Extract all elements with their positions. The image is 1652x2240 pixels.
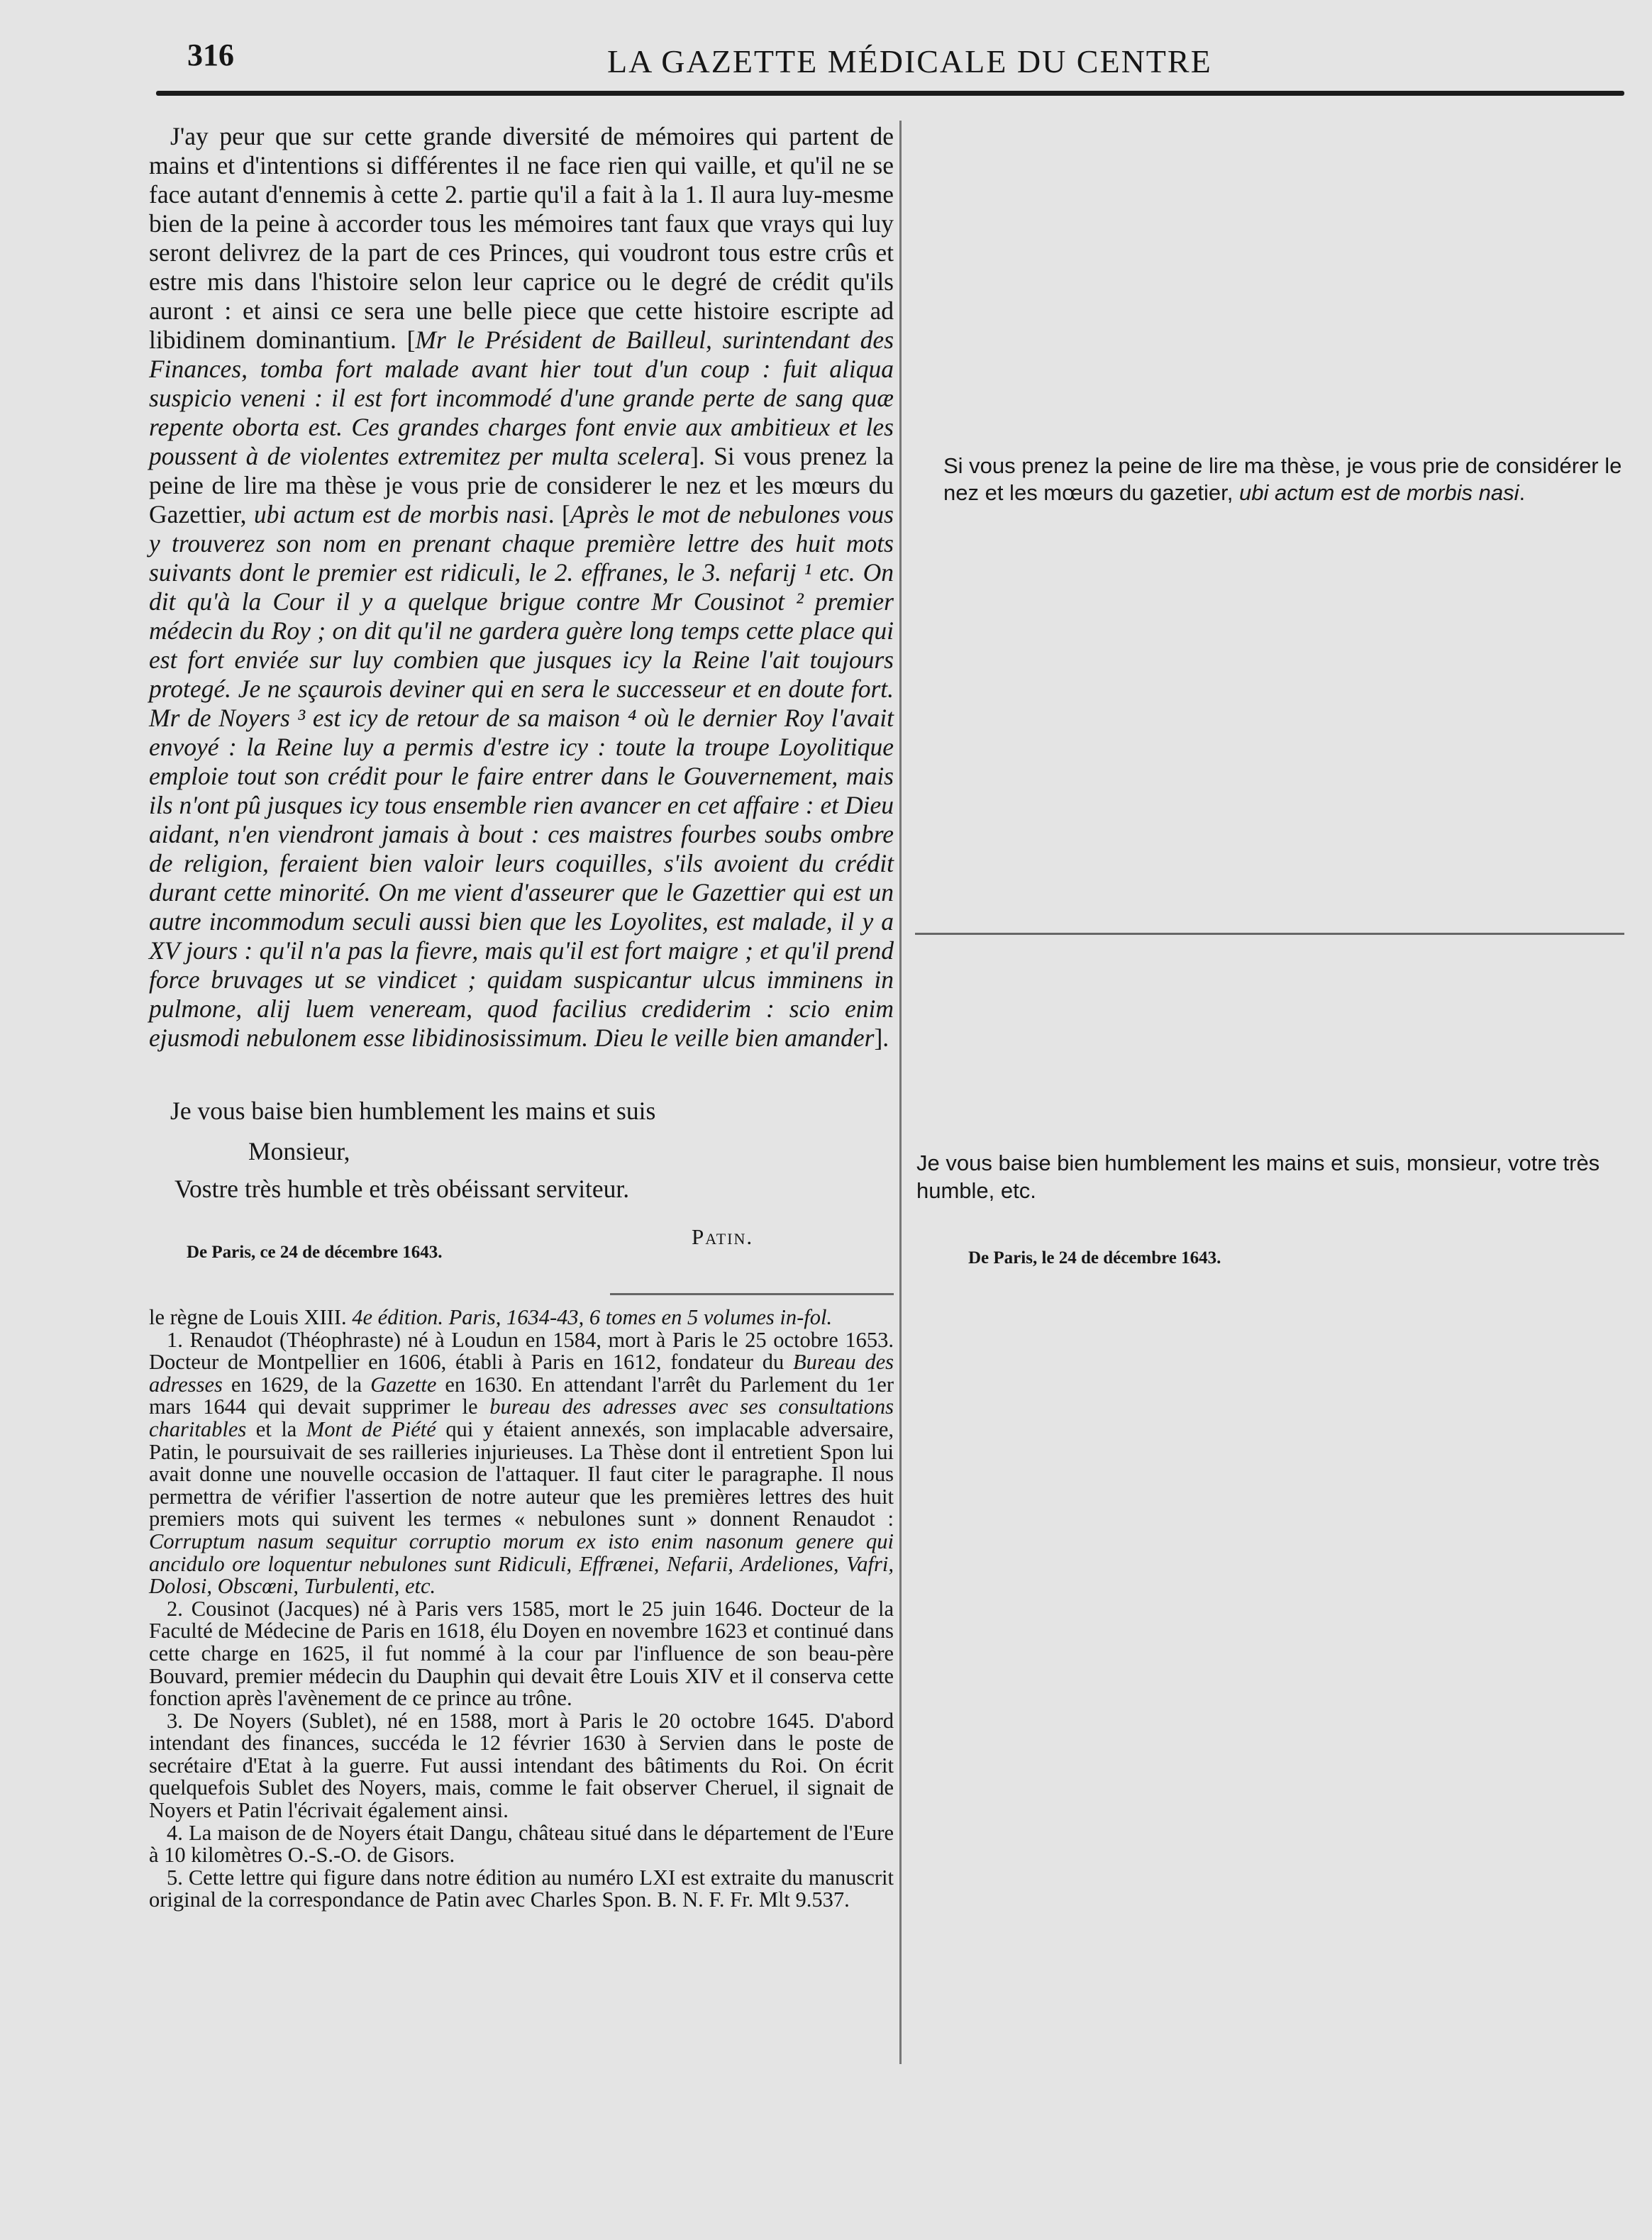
footnote-text: le règne de Louis XIII. xyxy=(149,1305,353,1329)
letter-italic-text: Mr le Président de Bailleul, surintendant des Finances, tomba fort malade avant hier tout d'un coup : fuit aliqua suspicio veneni : il est fort incommodé d'une grande perte de sang quæ repente oborta est. Ces grandes charges font envie aux ambitieux et les poussent à de violentes extremitez per multa scelera xyxy=(149,326,894,470)
footnote-italic: Bureau des adresses xyxy=(149,1350,894,1397)
letter-text: ]. Si vous prenez la peine de lire ma thèse je vous prie de considerer le nez et les mœurs du Gazettier, xyxy=(149,442,894,528)
footnote-2: 2. Cousinot (Jacques) né à Paris vers 1585, mort le 25 juin 1646. Docteur de la Faculté de Médecine de Paris en 1618, élu Doyen en novembre 1623 et continué dans cette charge en 1625, il fut nommé à la cour par l'influence de son beau-père Bouvard, premier médecin du Dauphin qui devait être Louis XIV et il conserva cette fonction après l'avènement de ce prince au trône. xyxy=(149,1596,894,1711)
footnote-text: et la xyxy=(246,1416,306,1441)
translation-italic: ubi actum est de morbis nasi xyxy=(1238,480,1519,505)
footnote-italic: Mont de Piété xyxy=(306,1416,436,1441)
letter-signature: Patin. xyxy=(692,1224,754,1249)
footnote-italic: bureau des adresses avec ses consultations charitables xyxy=(149,1395,894,1441)
letter-footnote-rule xyxy=(610,1293,894,1295)
letter-valediction: Vostre très humble et très obéissant serviteur. xyxy=(174,1175,630,1203)
letter-salutation: Monsieur, xyxy=(248,1137,350,1165)
footnote-4: 4. La maison de de Noyers était Dangu, château situé dans le département de l'Eure à 10 kilomètres O.-S.-O. de Gisors. xyxy=(149,1820,894,1868)
right-block-rule xyxy=(915,933,1624,935)
footnote-italic: Corruptum nasum sequitur corruptio morum ex isto enim nasonum genere qui ancidulo ore loquentur nebulones sunt Ridiculi, Effrænei, Nefarii, Ardeliones, Vafri, Dolosi, Obscœni, Turbulenti, etc. xyxy=(149,1529,894,1599)
letter-text: ]. xyxy=(874,1024,889,1052)
translation-text: . xyxy=(1519,480,1526,505)
footnote-continuation xyxy=(149,1307,894,1329)
letter-text: J'ay peur que sur cette grande diversité de mémoires qui partent de mains et d'intentions si différentes il ne face rien qui vaille, et qu'il ne se face autant d'ennemis à cette 2. partie qu'il a fait à la 1. Il aura luy-mesme bien de la peine à accorder tous les mémoires tant faux que vrays qui luy seront delivrez de la part de ces Princes, qui voudront tous estre crûs et estre mis dans l'histoire selon leur caprice ou le degré de crédit qu'ils auront : et ainsi ce sera une belle piece que cette histoire escripte ad libidinem dominantium. [ xyxy=(149,122,894,354)
letter-closing: Je vous baise bien humblement les mains et suis xyxy=(170,1097,656,1125)
letter-text: . [ xyxy=(548,500,570,528)
translation-dateline: De Paris, le 24 de décembre 1643. xyxy=(968,1248,1221,1268)
footnote-text: qui y étaient annexés, son implacable adversaire, Patin, le poursuivait de ses railleries injurieuses. La Thèse dont il entretient Spon lui avait donne une nouvelle occasion de l'attaquer. Il faut citer le paragraphe. Il nous permettra de vérifier l'assertion de notre auteur que les premières lettres des huit premiers mots qui suivent les termes « nebulones sunt » donnent Renaudot : xyxy=(149,1416,894,1531)
translation-closing: Je vous baise bien humblement les mains et suis, monsieur, votre très humble, etc. xyxy=(916,1151,1600,1203)
letter-paragraph xyxy=(149,122,894,1053)
footnote-text: en 1629, de la xyxy=(222,1372,371,1397)
footnote-text: en 1630. En attendant l'arrêt du Parlement du 1er mars 1644 qui devait supprimer le xyxy=(149,1372,894,1419)
running-title: LA GAZETTE MÉDICALE DU CENTRE xyxy=(607,43,1212,79)
footnote-text: 1. Renaudot (Théophraste) né à Loudun en 1584, mort à Paris le 25 octobre 1653. Docteur de Montpellier en 1606, établi à Paris en 1612, fondateur du xyxy=(149,1327,894,1375)
footnote-1 xyxy=(149,1329,894,1598)
letter-dateline: De Paris, ce 24 de décembre 1643. xyxy=(187,1243,443,1262)
letter-italic-text: Après le mot de nebulones vous y trouverez son nom en prenant chaque première lettre des huit mots suivants dont le premier est ridiculi, le 2. effranes, le 3. nefarij ¹ etc. On dit qu'à la Cour il y a quelque brigue contre Mr Cousinot ² premier médecin du Roy ; on dit qu'il ne gardera guère long temps cette place qui est fort enviée sur luy combien que jusques icy la Reine l'ait toujours protegé. Je ne sçaurois deviner qui en sera le successeur et en doute fort. Mr de Noyers ³ est icy de retour de sa maison ⁴ où le dernier Roy l'avait envoyé : la Reine luy a permis d'estre icy : toute la troupe Loyolitique emploie tout son crédit pour le faire entrer dans le Gouvernement, mais ils n'ont pû jusques icy tous ensemble rien avancer en cet affaire : et Dieu aidant, n'en viendront jamais à bout : ces maistres fourbes soubs ombre de religion, feraient bien valoir leurs coquilles, s'ils avoient du crédit durant cette minorité. On me vient d'asseurer que le Gazettier qui est un autre incommodum seculi aussi bien que les Loyolites, est malade, il y a XV jours : qu'il n'a pas la fievre, mais qu'il est fort maigre ; et qu'il prend force bruvages ut se vindicet ; quidam suspicantur ulcus imminens in pulmone, alij luem veneream, quod facilius crediderim : scio enim ejusmodi nebulonem esse libidinosissimum. Dieu le veille bien amander xyxy=(149,500,894,1052)
column-divider xyxy=(899,121,902,2064)
page-header xyxy=(177,37,1624,87)
footnote-italic: Gazette xyxy=(370,1372,437,1397)
translation-text: Si vous prenez la peine de lire ma thèse, je vous prie de considérer le nez et les mœurs du gazetier, xyxy=(943,453,1622,505)
header-rule xyxy=(156,91,1624,96)
page-number: 316 xyxy=(187,38,234,72)
footnote-5: 5. Cette lettre qui figure dans notre édition au numéro LXI est extraite du manuscrit original de la correspondance de Patin avec Charles Spon. B. N. F. Fr. Mlt 9.537. xyxy=(149,1865,894,1912)
letter-italic-text: ubi actum est de morbis nasi xyxy=(253,500,548,528)
modern-translation xyxy=(943,453,1639,506)
footnote-italic: 4e édition. Paris, 1634-43, 6 tomes en 5 volumes in-fol. xyxy=(352,1305,833,1329)
footnote-3: 3. De Noyers (Sublet), né en 1588, mort à Paris le 20 octobre 1645. D'abord intendant des finances, succéda le 12 février 1630 à Servien dans le poste de secrétaire d'Etat à la guerre. Fut aussi intendant des bâtiments du Roi. On écrit quelquefois Sublet des Noyers, mais, comme le fait observer Cheruel, il signait de Noyers et Patin l'écrivait également ainsi. xyxy=(149,1708,894,1823)
footnotes xyxy=(149,1307,894,1912)
letter-body xyxy=(149,122,894,1053)
